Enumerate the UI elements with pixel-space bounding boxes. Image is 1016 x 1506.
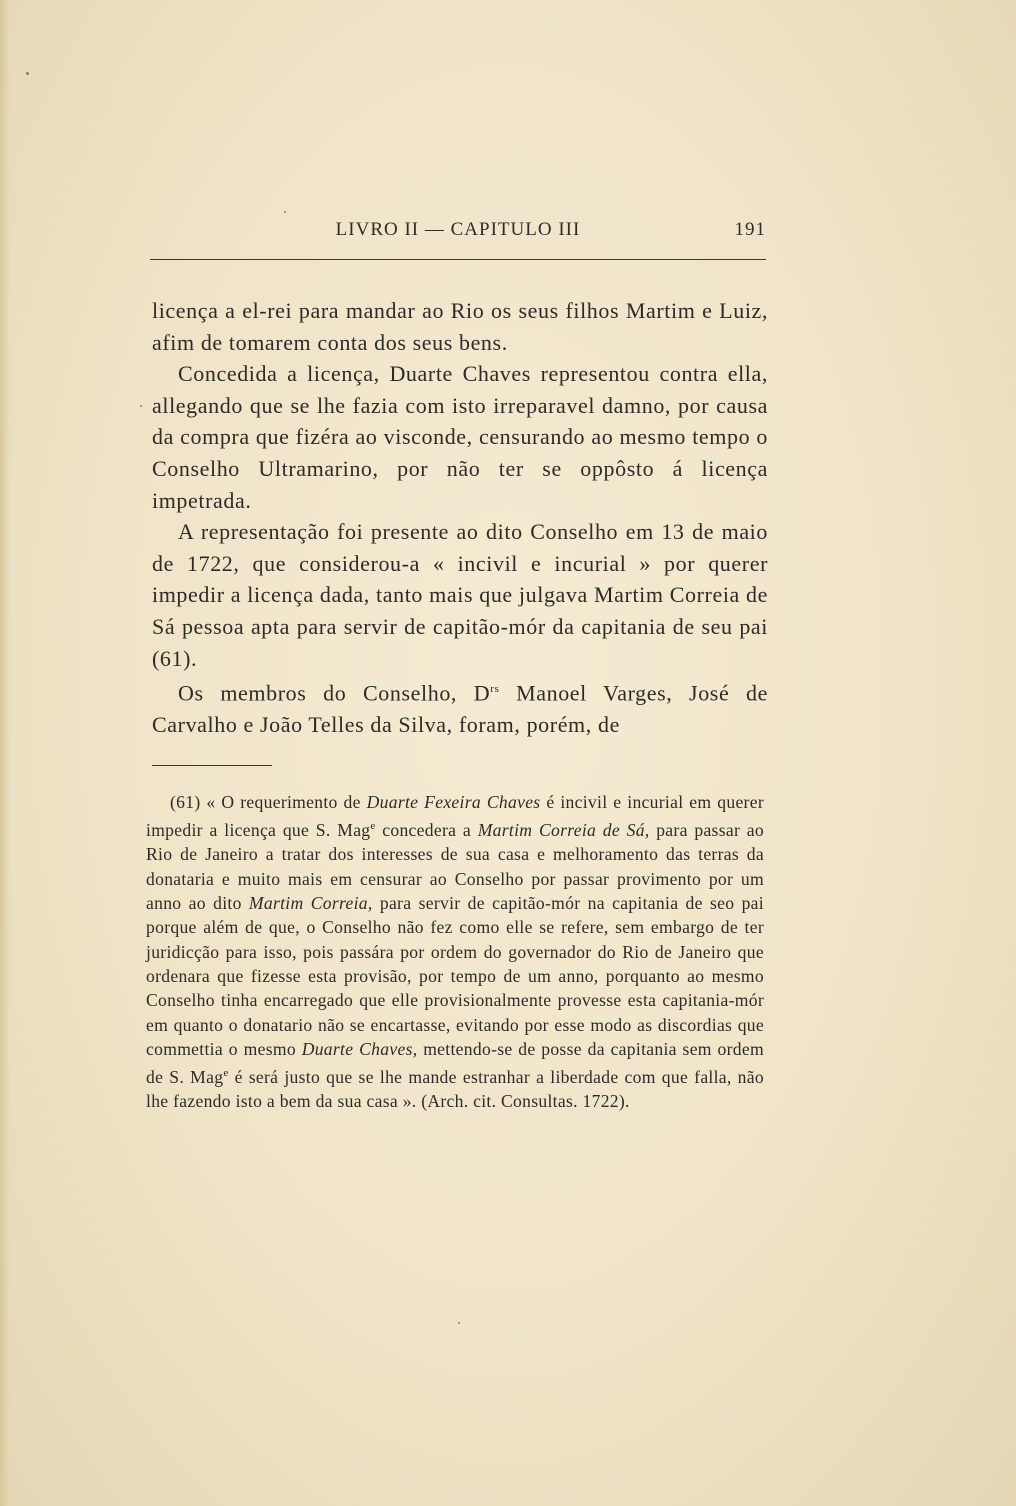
paper-speck (140, 405, 142, 407)
footnote-text: para passar ao Rio de Janeiro a tratar dos interesses de sua casa e melhoramento das terras da donataria e muito mais em censurar ao Conselho por passar provimento por um anno ao dito (146, 820, 764, 914)
footnote-italic: Duarte Chaves, (301, 1038, 418, 1059)
footnote-text: é será justo que se lhe mande estranhar a liberdade com que falla, não lhe fazendo isto a bem da sua casa ». (Arch. cit. Consultas. 1722). (146, 1066, 764, 1112)
running-header (150, 219, 766, 247)
footnote-text: concedera a (375, 820, 478, 841)
footnote-paragraph (146, 790, 764, 1114)
superscript: rs (490, 683, 500, 696)
paper-speck (26, 72, 29, 75)
footnote (146, 790, 764, 1114)
page-edge-shadow (0, 0, 10, 1506)
footnote-text: mettendo-se de posse da capitania sem ordem de S. Mag (146, 1038, 765, 1087)
paragraph (152, 674, 768, 741)
main-text (152, 295, 768, 741)
footnote-rule (152, 765, 272, 766)
paragraph: Concedida a licença, Duarte Chaves representou contra ella, allegando que se lhe fazia com isto irreparavel damno, por causa da compra que fizéra ao visconde, censurando ao mesmo tempo o Conselho Ultramarino, por não ter se oppôsto á licença impetrada. (152, 361, 768, 513)
footnote-italic: Martim Correia, (248, 893, 373, 914)
page-number: 191 (734, 219, 766, 240)
paragraph: A representação foi presente ao dito Conselho em 13 de maio de 1722, que considerou-a « incivil e incurial » por querer impedir a licença dada, tanto mais que julgava Martim Correia de Sá pessoa apta para servir de capitão-mór da capitania de seu pai (61). (152, 519, 768, 671)
superscript: e (223, 1067, 229, 1080)
header-rule (150, 259, 766, 260)
paragraph-text: Manoel Varges, José de Carvalho e João Telles da Silva, foram, porém, de (152, 680, 768, 738)
paragraph-text: Os membros do Conselho, D (178, 680, 491, 706)
footnote-text: é incivil e incurial em querer impedir a licença que S. Mag (146, 792, 764, 841)
paragraph: licença a el-rei para mandar ao Rio os seus filhos Martim e Luiz, afim de tomarem conta dos seus bens. (152, 298, 768, 355)
superscript: e (370, 820, 376, 833)
footnote-text: (61) « O requerimento de (170, 792, 367, 812)
footnote-text: para servir de capitão-mór na capitania de seo pai porque além de que, o Conselho não fez como elle se refere, sem embargo de ter juridicção para isso, pois passára por ordem do governador do Rio de Janeiro que ordenara que fizesse esta provisão, por tempo de um anno, porquanto ao mesmo Conselho tinha encarregado que elle provisionalmente provesse esta capitania-mór em quanto o donatario não se encartasse, evitando por esse modo as discordias que commettia o mesmo (146, 893, 764, 1059)
footnote-italic: Martim Correia de Sá, (477, 820, 650, 841)
footnote-italic: Duarte Fexeira Chaves (366, 792, 541, 812)
paper-speck (284, 211, 286, 213)
paper-speck (458, 1322, 460, 1324)
chapter-title: LIVRO II — CAPITULO III (335, 219, 581, 240)
